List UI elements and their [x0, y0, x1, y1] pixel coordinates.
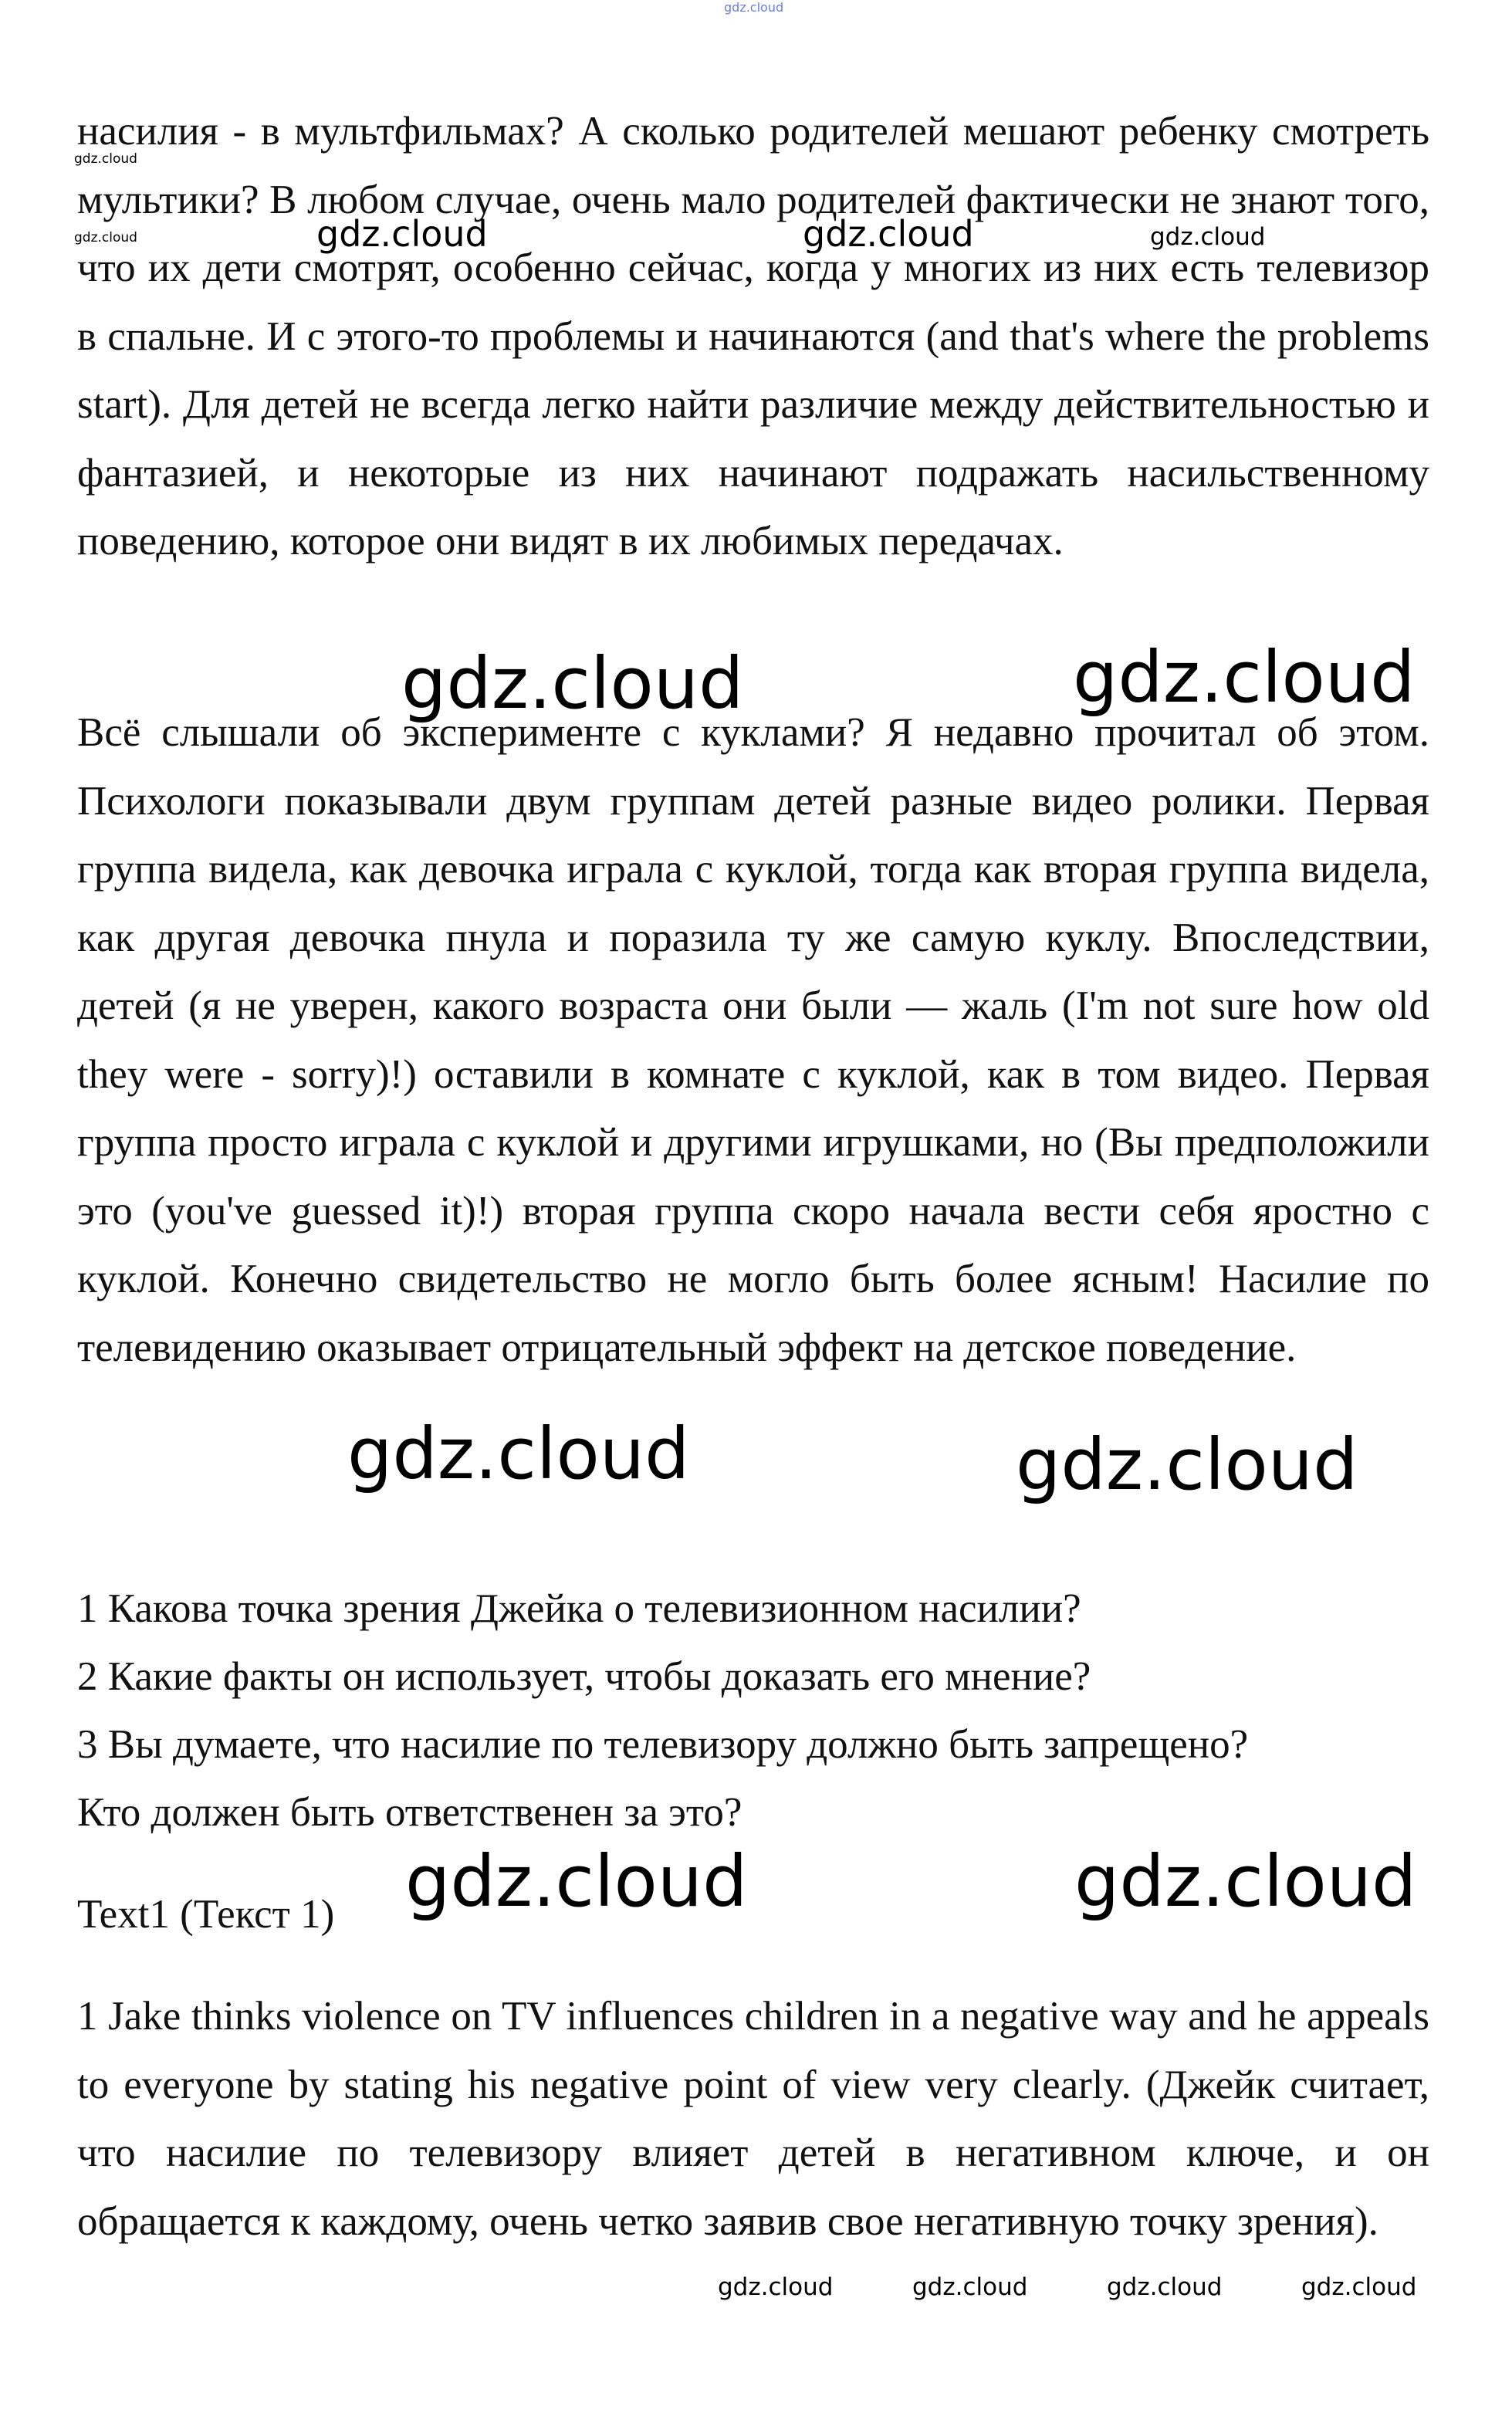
watermark: gdz.cloud: [405, 1840, 748, 1923]
question-3: 3 Вы думаете, что насилие по телевизору должно быть запрещено?: [77, 1722, 1249, 1767]
question-1: 1 Какова точка зрения Джейка о телевизионном насилии?: [77, 1586, 1081, 1631]
watermark: gdz.cloud: [1016, 1423, 1358, 1506]
watermark: gdz.cloud: [401, 642, 744, 725]
watermark: gdz.cloud: [316, 213, 488, 255]
watermark: gdz.cloud: [1073, 636, 1416, 719]
watermark: gdz.cloud: [1107, 2273, 1223, 2301]
watermark: gdz.cloud: [803, 213, 974, 255]
watermark: gdz.cloud: [74, 151, 137, 167]
watermark: gdz.cloud: [74, 230, 137, 245]
answer-paragraph: 1 Jake thinks violence on TV influences children in a negative way and he appeals to everyone by stating his negative point of view very clearly. (Джейк считает, что насилие по телевизору влияет детей в негативном ключе, и он обращается к каждому, очень четко заявив свое негативную точку зрения).: [77, 1994, 1429, 2244]
watermark: gdz.cloud: [1301, 2273, 1417, 2301]
section-title: Text1 (Текст 1): [77, 1892, 335, 1937]
question-2: 2 Какие факты он использует, чтобы доказать его мнение?: [77, 1654, 1091, 1699]
watermark: gdz.cloud: [347, 1413, 690, 1495]
watermark-top: gdz.cloud: [724, 0, 784, 15]
paragraph-1: насилия - в мультфильмах? А сколько родителей мешают ребенку смотреть мультики? В любом случае, очень мало родителей фактически не знают того, что их дети смотрят, особенно сейчас, когда у многих из них есть телевизор в спальне. И с этого-то проблемы и начинаются (and that's where the problems start). Для детей не всегда легко найти различие между действительностью и фантазией, и некоторые из них начинают подражать насильственному поведению, которое они видят в их любимых передачах.: [77, 109, 1429, 563]
watermark: gdz.cloud: [912, 2273, 1028, 2301]
question-3-continued: Кто должен быть ответственен за это?: [77, 1790, 742, 1835]
watermark: gdz.cloud: [1074, 1840, 1417, 1923]
watermark: gdz.cloud: [718, 2273, 834, 2301]
paragraph-2: Всё слышали об эксперименте с куклами? Я недавно прочитал об этом. Психологи показывали двум группам детей разные видео ролики. Первая группа видела, как девочка играла с куклой, тогда как вторая группа видела, как другая девочка пнула и поразила ту же самую куклу. Впоследствии, детей (я не уверен, какого возраста они были — жаль (I'm not sure how old they were - sorry)!) оставили в комнате с куклой, как в том видео. Первая группа просто играла с куклой и другими игрушками, но (Вы предположили это (you've guessed it)!) вторая группа скоро начала вести себя яростно с куклой. Конечно свидетельство не могло быть более ясным! Насилие по телевидению оказывает отрицательный эффект на детское поведение.: [77, 710, 1429, 1370]
watermark: gdz.cloud: [1150, 223, 1266, 251]
